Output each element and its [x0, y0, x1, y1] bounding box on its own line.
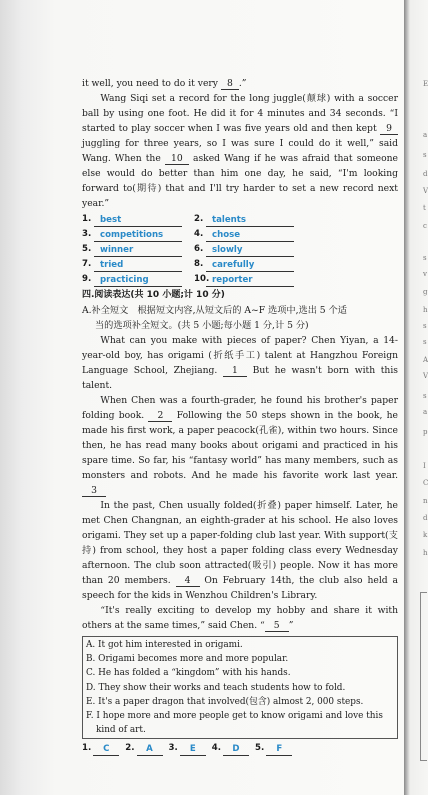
- option-d: D. They show their works and teach students how to fold.: [86, 682, 346, 693]
- text-fragment: But he wasn't born with this talent.: [82, 365, 399, 391]
- edge-letter: n: [423, 497, 428, 505]
- answer-item: 2. A: [125, 741, 162, 756]
- blank-q5: 5: [265, 620, 289, 632]
- answer-item: 1. best: [82, 212, 194, 227]
- edge-letter: v: [423, 270, 427, 278]
- edge-letter: C: [423, 479, 428, 487]
- passage-a-paragraph-1: [82, 333, 398, 393]
- text-fragment: it well, you need to do it very: [82, 78, 221, 89]
- options-box: [82, 636, 398, 739]
- text-fragment: asked Wang if he was afraid that someone else would do better than him one day, he said, “I'm looking forward to(期待) that and I'll try harder to set a new record next year.”: [82, 153, 398, 209]
- blank-8: 8: [221, 78, 239, 90]
- answer-item: 7. tried: [82, 257, 194, 272]
- text-fragment: When Chen was a fourth-grader, he found his brother's paper folding book.: [82, 395, 398, 421]
- answer-item: 2. talents: [194, 212, 394, 227]
- answer-value: practicing: [94, 275, 182, 287]
- answer-value: reporter: [206, 275, 294, 287]
- edge-letter: I: [423, 462, 426, 470]
- edge-letter: d: [423, 514, 428, 522]
- passage-a-paragraph-3: [82, 498, 398, 603]
- answer-value: C: [93, 744, 119, 756]
- text-fragment: Wang Siqi set a record for the long juggle(颠球) with a soccer ball by using one foot. He did it for 4 minutes and 34 seconds. “I started to play soccer when I was five years old and then kept: [82, 93, 398, 134]
- answer-item: 5. winner: [82, 242, 194, 257]
- edge-letter: c: [423, 222, 427, 230]
- text-fragment: .”: [238, 78, 247, 89]
- answer-value: D: [223, 744, 249, 756]
- answer-item: 5. F: [255, 741, 292, 756]
- blank-q4: 4: [176, 575, 200, 587]
- answer-item: 4. D: [212, 741, 249, 756]
- answer-item: 9. practicing: [82, 272, 194, 287]
- answer-value: best: [94, 215, 182, 227]
- edge-letter: h: [423, 306, 428, 314]
- edge-letter: a: [423, 408, 428, 416]
- edge-letter: s: [423, 392, 427, 400]
- passage-top-paragraph: [82, 91, 398, 211]
- edge-letter: s: [423, 151, 427, 159]
- edge-letter: d: [423, 170, 428, 178]
- answer-value: carefully: [206, 260, 294, 272]
- text-fragment: ”: [288, 620, 294, 631]
- text-fragment: Following the 50 steps shown in the book, he made his first work, a paper peacock(孔雀), within two hours. Since then, he has read many books about origami and practiced in his spare time. So far, his “fantasy world” has many members, such as monsters and robots. And he made his favorite work last year.: [82, 410, 398, 481]
- edge-letter: g: [423, 288, 428, 296]
- answer-item: 1. C: [82, 741, 119, 756]
- blank-9: 9: [380, 123, 398, 135]
- edge-letter: A: [423, 356, 428, 364]
- edge-letter: a: [423, 131, 428, 139]
- answer-item: 4. chose: [194, 227, 394, 242]
- answer-value: chose: [206, 230, 294, 242]
- edge-letter: V: [423, 187, 428, 195]
- edge-letter: h: [423, 549, 428, 557]
- answer-item: 3. E: [169, 741, 206, 756]
- text-fragment: What can you make with pieces of paper? Chen Yiyan, a 14-year-old boy, has origami (折纸手工) talent at Hangzhou Foreign Language School, Zhejiang.: [82, 335, 398, 376]
- edge-letter: E: [423, 80, 428, 88]
- passage-top-line1: [82, 76, 398, 91]
- blank-q3: 3: [82, 485, 106, 497]
- edge-letter: p: [423, 428, 428, 436]
- text-fragment: “It's really exciting to develop my hobby and share it with others at the same times,” said Chen. “: [82, 605, 398, 631]
- edge-letter: k: [423, 531, 428, 539]
- blank-q2: 2: [148, 410, 172, 422]
- page-column: [82, 76, 398, 756]
- edge-letter: t: [423, 204, 426, 212]
- section-heading: 四.阅读表达(共 10 小题;计 10 分): [82, 290, 225, 300]
- option-e: E. It's a paper dragon that involved(包含) almost 2, 000 steps.: [86, 696, 364, 707]
- answer-value: F: [266, 744, 292, 756]
- edge-letter: s: [423, 322, 427, 330]
- next-page-box-edge: [420, 592, 427, 761]
- option-b: B. Origami becomes more and more popular.: [86, 654, 289, 665]
- answer-value: winner: [94, 245, 182, 257]
- answer-value: slowly: [206, 245, 294, 257]
- text-fragment: juggling for three years, so I was sure I could do it well,” said Wang. When the: [82, 138, 398, 164]
- blank-10: 10: [165, 153, 189, 165]
- edge-letter: s: [423, 254, 427, 262]
- passage-a-paragraph-4: [82, 603, 398, 633]
- answer-value: competitions: [94, 230, 182, 242]
- answer-value: talents: [206, 215, 294, 227]
- answer-row-a: [82, 741, 398, 756]
- answer-value: A: [137, 744, 163, 756]
- answer-value: E: [180, 744, 206, 756]
- option-f: F. I hope more and more people get to know origami and love this: [86, 711, 383, 722]
- text-fragment: On February 14th, the club also held a speech for the kids in Wenzhou Children's Library.: [82, 575, 398, 601]
- edge-letter: s: [423, 338, 427, 346]
- answer-grid-top: [82, 212, 398, 287]
- edge-letter: V: [423, 372, 428, 380]
- answer-item: 6. slowly: [194, 242, 394, 257]
- option-f-continued: kind of art.: [96, 725, 146, 736]
- option-c: C. He has folded a “kingdom” with his hands.: [86, 668, 291, 679]
- passage-a-paragraph-2: [82, 393, 398, 498]
- instructions: A.补全短文 根据短文内容,从短文后的 A~F 选项中,选出 5 个适: [82, 305, 347, 316]
- option-a: A. It got him interested in origami.: [86, 640, 243, 650]
- answer-item: 10. reporter: [194, 272, 394, 287]
- answer-value: tried: [94, 260, 182, 272]
- answer-item: 3. competitions: [82, 227, 194, 242]
- answer-item: 8. carefully: [194, 257, 394, 272]
- instructions-continued: 当的选项补全短文。(共 5 小题;每小题 1 分,计 5 分): [95, 320, 309, 331]
- blank-q1: 1: [223, 365, 247, 377]
- text-fragment: In the past, Chen usually folded(折叠) paper himself. Later, he met Chen Changnan, an eighth-grader at his school. He also loves origami. They set up a paper-folding club last year. With support(支持) from school, they host a paper folding class every Wednesday afternoon. The club soon attracted(吸引) people. Now it has more than 20 members.: [82, 500, 398, 586]
